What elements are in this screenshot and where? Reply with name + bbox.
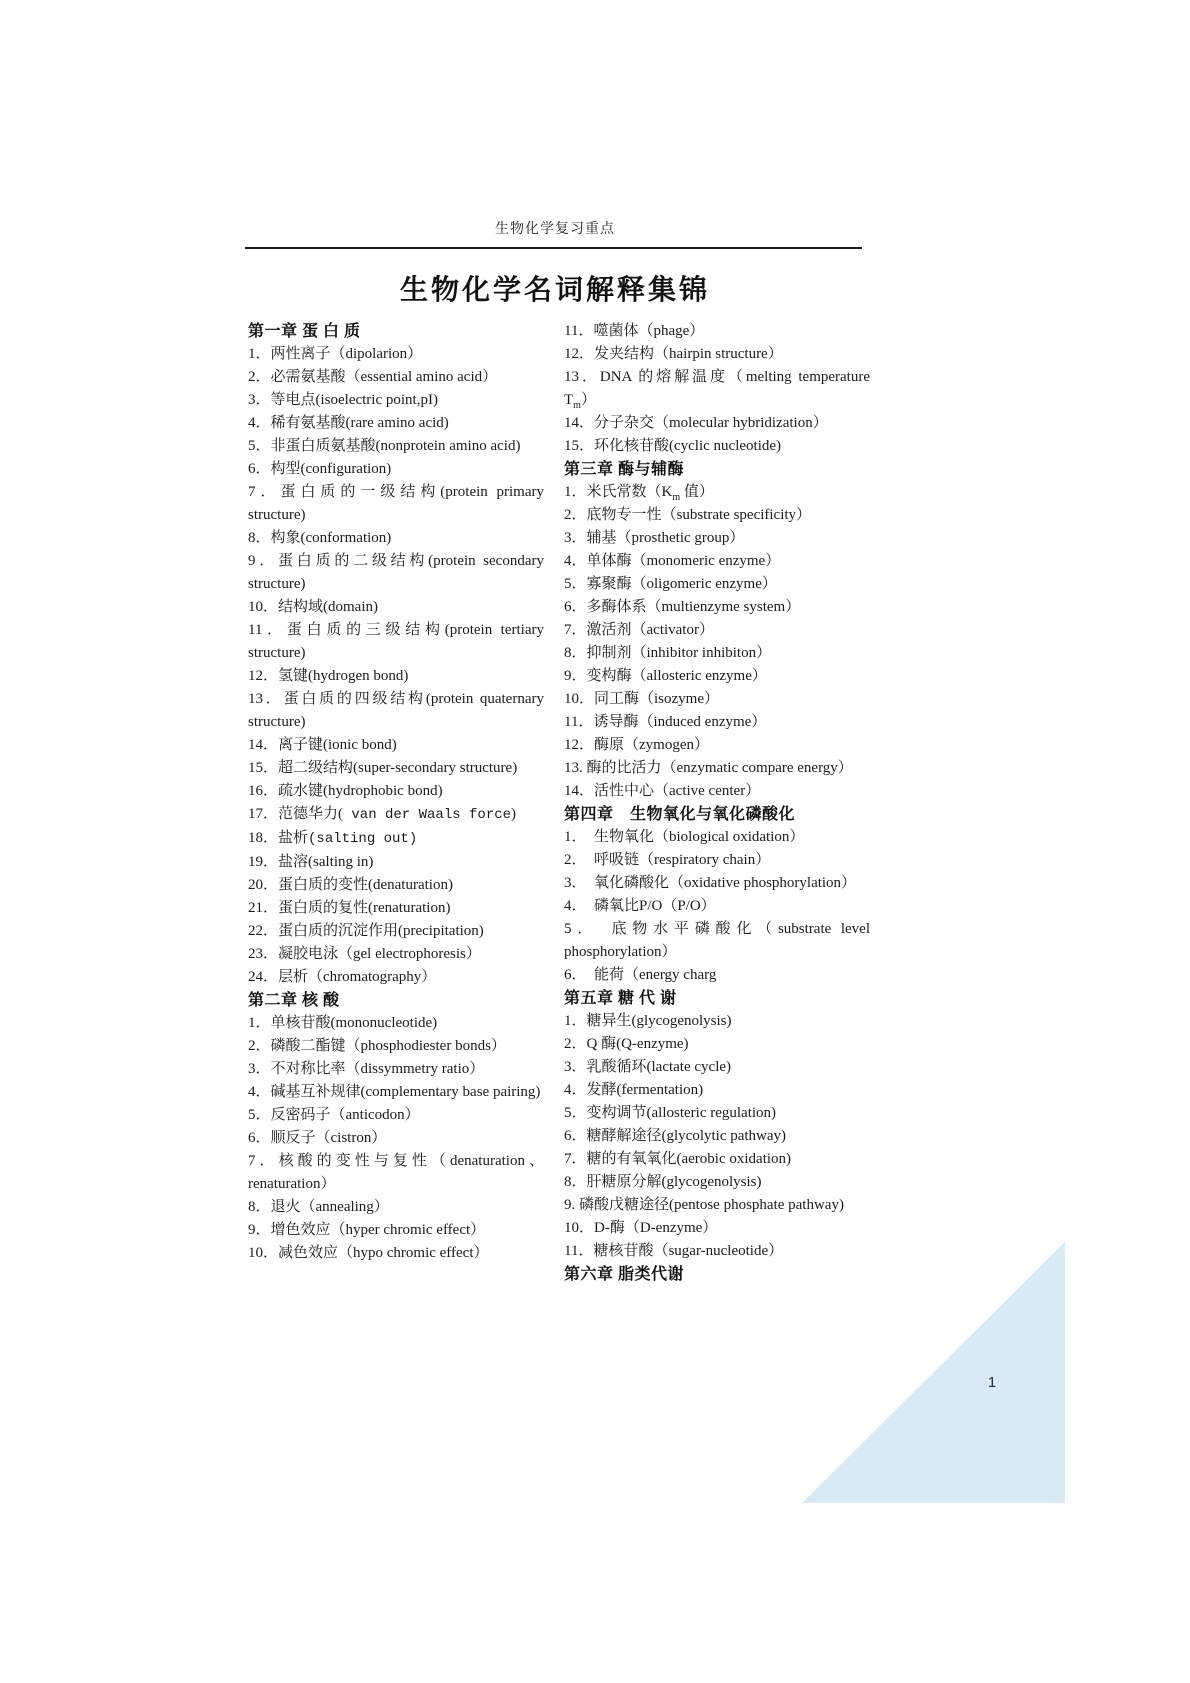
content-columns <box>248 320 870 1286</box>
term-item: 2．必需氨基酸（essential amino acid） <box>248 369 498 385</box>
term-item: 2．磷酸二酯键（phosphodiester bonds） <box>248 1038 506 1054</box>
term-item: 21．蛋白质的复性(renaturation) <box>248 900 451 916</box>
left-column <box>248 320 544 1286</box>
term-item: 9．变构酶（allosteric enzyme） <box>564 668 767 684</box>
term-item: 1． 生物氧化（biological oxidation） <box>564 829 805 845</box>
term-item: 15．环化核苷酸(cyclic nucleotide) <box>564 438 782 454</box>
term-item: 18．盐析(salting out) <box>248 830 418 847</box>
term-item: 12．发夹结构（hairpin structure） <box>564 346 783 362</box>
term-item: 17．范德华力( van der Waals force) <box>248 806 517 823</box>
term-item: 11．蛋白质的三级结构(protein tertiary structure) <box>248 622 544 661</box>
term-item: 8．肝糖原分解(glycogenolysis) <box>564 1174 762 1190</box>
monospace-text: van der Waals force <box>343 807 512 823</box>
term-item: 22．蛋白质的沉淀作用(precipitation) <box>248 923 484 939</box>
term-item: 3．等电点(isoelectric point,pI) <box>248 392 438 408</box>
term-item: 9．蛋白质的二级结构(protein secondary structure) <box>248 553 544 592</box>
term-item: 4．单体酶（monomeric enzyme） <box>564 553 781 569</box>
running-header: 生物化学复习重点 <box>495 222 615 237</box>
term-item: 4．发酵(fermentation) <box>564 1082 704 1098</box>
header-divider <box>245 247 862 249</box>
term-item: 1．单核苷酸(mononucleotide) <box>248 1015 438 1031</box>
term-item: 5．非蛋白质氨基酸(nonprotein amino acid) <box>248 438 521 454</box>
term-item: 3．乳酸循环(lactate cycle) <box>564 1059 732 1075</box>
term-item: 2． 呼吸链（respiratory chain） <box>564 852 771 868</box>
subscript: m <box>672 492 681 503</box>
term-item: 13．DNA 的熔解温度（melting temperature $T_m$） <box>564 369 870 411</box>
term-item: 13. 酶的比活力（enzymatic compare energy） <box>564 760 853 776</box>
right-column <box>564 320 870 1286</box>
term-item: 3． 氧化磷酸化（oxidative phosphorylation） <box>564 875 857 891</box>
chapter-heading: 第三章 酶与辅酶 <box>564 461 685 478</box>
chapter-heading: 第五章 糖 代 谢 <box>564 990 677 1007</box>
term-item: 13．蛋白质的四级结构(protein quaternary structure) <box>248 691 544 730</box>
triangle-shape <box>802 1242 1065 1503</box>
term-item: 5．变构调节(allosteric regulation) <box>564 1105 777 1121</box>
term-item: 3．不对称比率（dissymmetry ratio） <box>248 1061 485 1077</box>
term-item: 10．D-酶（D-enzyme） <box>564 1220 718 1236</box>
term-item: 14．离子键(ionic bond) <box>248 737 397 753</box>
chapter-heading: 第二章 核 酸 <box>248 992 340 1009</box>
term-item: 20．蛋白质的变性(denaturation) <box>248 877 453 893</box>
term-item: 15．超二级结构(super-secondary structure) <box>248 760 518 776</box>
term-item: 3．辅基（prosthetic group） <box>564 530 745 546</box>
term-item: 10．同工酶（isozyme） <box>564 691 719 707</box>
term-item: 11．噬菌体（phage） <box>564 323 705 339</box>
term-item: 23．凝胶电泳（gel electrophoresis） <box>248 946 481 962</box>
term-item: 7．核酸的变性与复性（denaturation、renaturation） <box>248 1153 544 1192</box>
term-item: 5．寡聚酶（oligomeric enzyme） <box>564 576 777 592</box>
term-item: 10．减色效应（hypo chromic effect） <box>248 1245 489 1261</box>
term-item: 12．酶原（zymogen） <box>564 737 709 753</box>
term-item: 11．诱导酶（induced enzyme） <box>564 714 767 730</box>
term-item: 19．盐溶(salting in) <box>248 854 374 870</box>
term-item: 4．碱基互补规律(complementary base pairing) <box>248 1084 541 1100</box>
term-item: 11．糖核苷酸（sugar-nucleotide） <box>564 1243 784 1259</box>
term-item: 6．糖酵解途径(glycolytic pathway) <box>564 1128 787 1144</box>
term-item: 1．糖异生(glycogenolysis) <box>564 1013 732 1029</box>
term-item: 7．激活剂（activator） <box>564 622 714 638</box>
term-item: 14．分子杂交（molecular hybridization） <box>564 415 828 431</box>
term-item: 6．顺反子（cistron） <box>248 1130 387 1146</box>
term-item: 9．增色效应（hyper chromic effect） <box>248 1222 486 1238</box>
term-item: 4．稀有氨基酸(rare amino acid) <box>248 415 449 431</box>
term-item: 9. 磷酸戊糖途径(pentose phosphate pathway) <box>564 1197 844 1213</box>
term-item: 24．层析（chromatography） <box>248 969 437 985</box>
term-item: 10．结构域(domain) <box>248 599 378 615</box>
term-item: 14．活性中心（active center） <box>564 783 761 799</box>
term-item: 7．糖的有氧氧化(aerobic oxidation) <box>564 1151 792 1167</box>
term-item: 2．Q 酶(Q-enzyme) <box>564 1036 689 1052</box>
term-item: 8．抑制剂（inhibitor inhibiton） <box>564 645 772 661</box>
corner-triangle-decoration <box>802 1242 1065 1503</box>
term-item: 1．两性离子（dipolarion） <box>248 346 423 362</box>
term-item: 1．米氏常数（$K_m$ 值） <box>564 484 714 503</box>
term-item: 6．多酶体系（multienzyme system） <box>564 599 801 615</box>
term-item: 12．氢键(hydrogen bond) <box>248 668 409 684</box>
term-item: 5． 底物水平磷酸化（substrate level phosphorylation） <box>564 921 870 960</box>
term-item: 5．反密码子（anticodon） <box>248 1107 420 1123</box>
subscript: m <box>573 400 581 411</box>
chapter-heading: 第一章 蛋 白 质 <box>248 323 361 340</box>
term-item: 4． 磷氧比P/O（P/O） <box>564 898 716 914</box>
monospace-text: (salting out) <box>308 831 418 847</box>
chapter-heading: 第六章 脂类代谢 <box>564 1266 685 1283</box>
document-title: 生物化学名词解释集锦 <box>399 275 710 306</box>
term-item: 16．疏水键(hydrophobic bond) <box>248 783 443 799</box>
term-item: 8．构象(conformation) <box>248 530 392 546</box>
term-item: 2．底物专一性（substrate specificity） <box>564 507 812 523</box>
term-item: 6．构型(configuration) <box>248 461 392 477</box>
term-item: 7．蛋白质的一级结构(protein primary structure) <box>248 484 544 523</box>
term-item: 8．退火（annealing） <box>248 1199 389 1215</box>
term-item: 6． 能荷（energy charg <box>564 967 717 983</box>
page-number: 1 <box>987 1374 997 1391</box>
chapter-heading: 第四章 生物氧化与氧化磷酸化 <box>564 806 796 823</box>
